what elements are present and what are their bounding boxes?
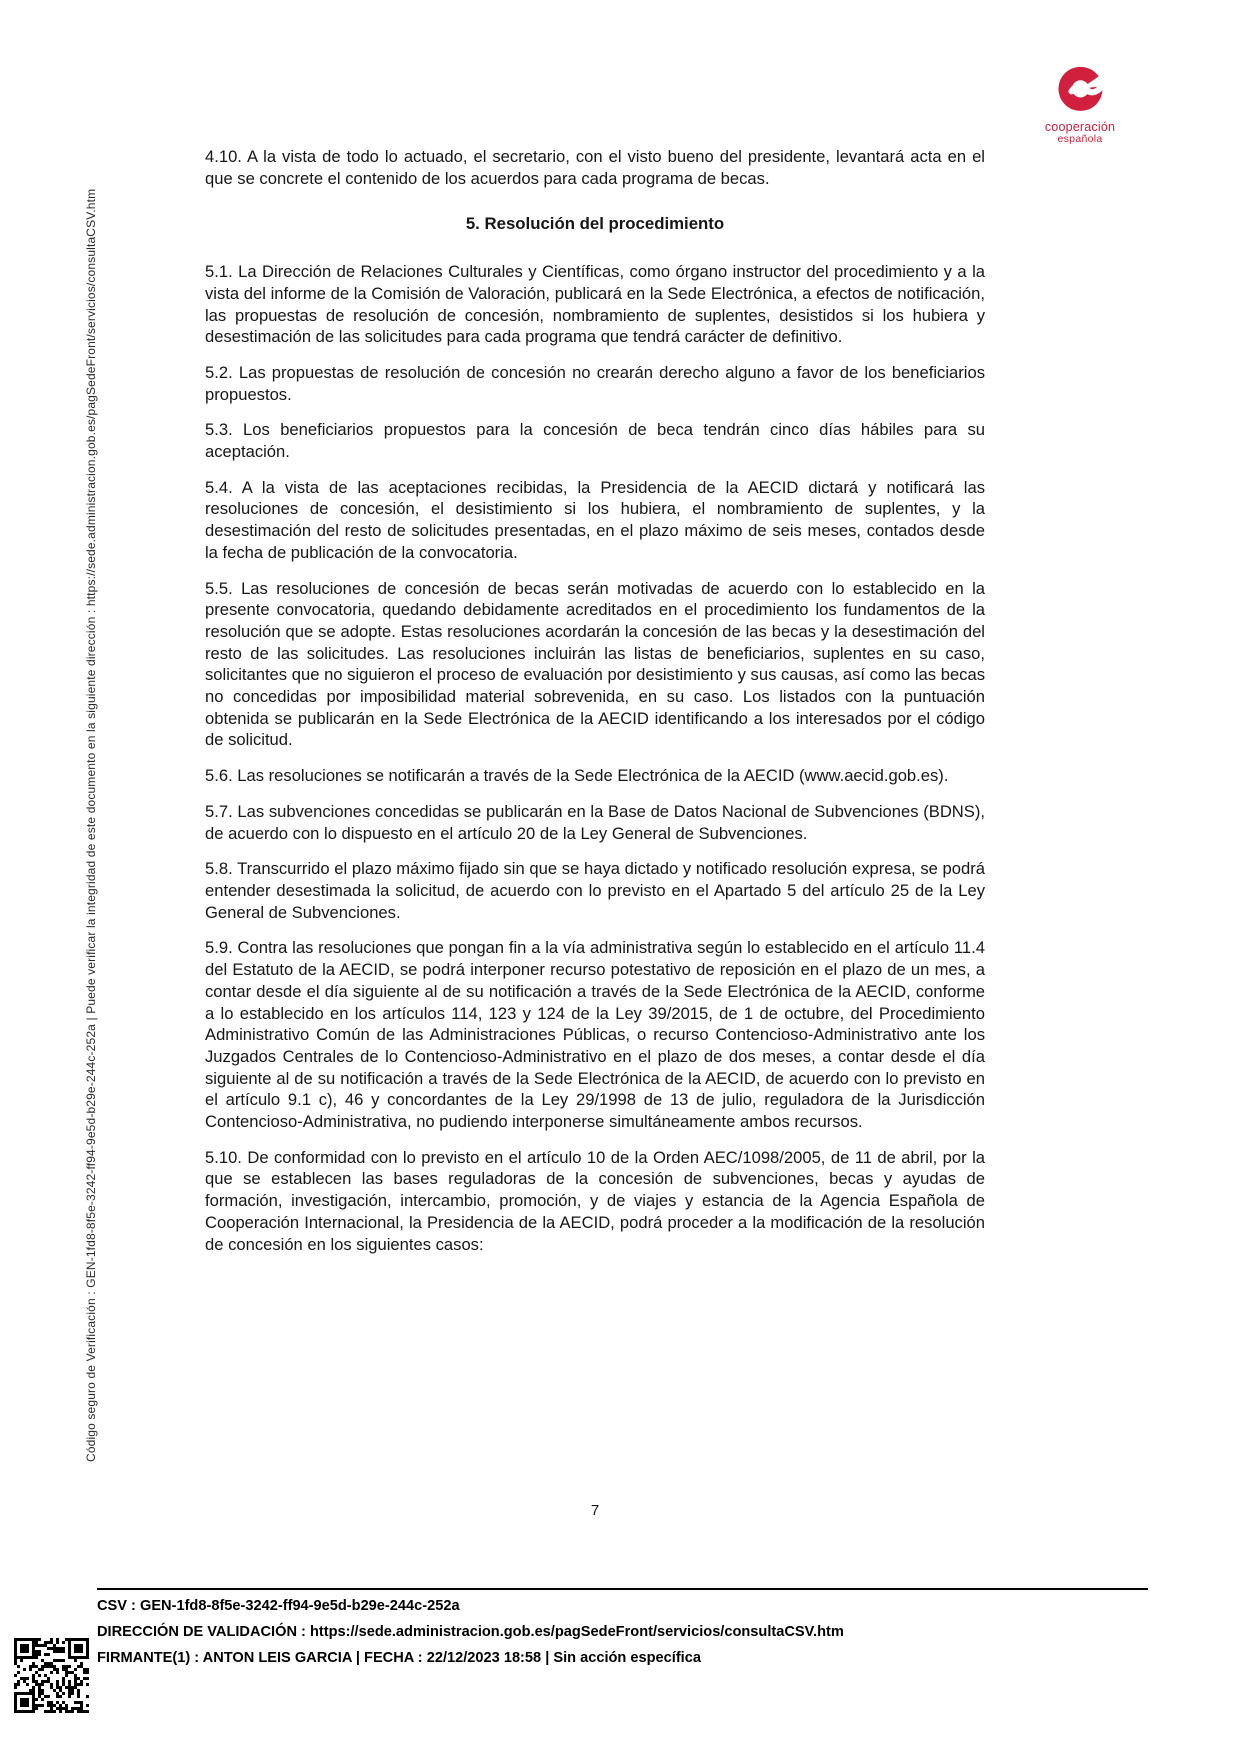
cooperacion-logo-icon [1056, 64, 1105, 117]
logo-text-line2: española [1057, 133, 1103, 146]
paragraph-5-6: 5.6. Las resoluciones se notificarán a través de la Sede Electrónica de la AECID (www.aecid.gob.es). [205, 766, 949, 786]
footer-csv-line: CSV : GEN-1fd8-8f5e-3242-ff94-9e5d-b29e-244c-252a [97, 1598, 460, 1614]
paragraph-5-5: 5.5. Las resoluciones de concesión de becas serán motivadas de acuerdo con lo establecido en la presente convocatoria, quedando debidamente acreditados en el procedimiento los fundamentos de la resolución que se adopte. Estas resoluciones acordarán la concesión de las becas y la desestimación del resto de las solicitudes. Las resoluciones incluirán las listas de beneficiarios, suplentes en su caso, solicitantes que no siguieron el proceso de evaluación por desistimiento y sus causas, así como las becas no concedidas por imposibilidad material sobrevenida, en su caso. Los listados con la puntuación obtenida se publicarán en la Sede Electrónica de la AECID identificando a los interesados por el código de solicitud. [205, 578, 985, 750]
footer-signer-line: FIRMANTE(1) : ANTON LEIS GARCIA | FECHA : 22/12/2023 18:58 | Sin acción específica [97, 1650, 701, 1666]
footer-divider [97, 1588, 1148, 1590]
paragraph-5-4: 5.4. A la vista de las aceptaciones recibidas, la Presidencia de la AECID dictará y notificará las resoluciones de concesión, el desistimiento si los hubiera, el nombramiento de suplentes, y la desestimación del resto de solicitudes presentadas, en el plazo máximo de seis meses, contados desde la fecha de publicación de la convocatoria. [205, 477, 985, 562]
footer-signature-block [97, 1598, 1157, 1676]
paragraph-5-10: 5.10. De conformidad con lo previsto en el artículo 10 de la Orden AEC/1098/2005, de 11 de abril, por la que se establecen las bases reguladoras de la concesión de subvenciones, becas y ayudas de formación, investigación, intercambio, promoción, y de viajes y estancia de la Agencia Española de Cooperación Internacional, la Presidencia de la AECID, podrá proceder a la modificación de la resolución de concesión en los siguientes casos: [205, 1147, 985, 1254]
paragraph-5-1: 5.1. La Dirección de Relaciones Culturales y Científicas, como órgano instructor del procedimiento y a la vista del informe de la Comisión de Valoración, publicará en la Sede Electrónica, a efectos de notificación, las propuestas de resolución de concesión, nombramiento de suplentes, desistidos si los hubiera y desestimación de las solicitudes para cada programa que tendrá carácter de definitivo. [205, 262, 985, 347]
paragraph-5-7: 5.7. Las subvenciones concedidas se publicarán en la Base de Datos Nacional de Subvenciones (BDNS), de acuerdo con lo dispuesto en el artículo 20 de la Ley General de Subvenciones. [205, 801, 985, 843]
footer-validation-line: DIRECCIÓN DE VALIDACIÓN : https://sede.administracion.gob.es/pagSedeFront/servicios/consultaCSV.htm [97, 1624, 844, 1640]
csv-vertical-security-text: Código seguro de Verificación : GEN-1fd8-8f5e-3242-ff94-9e5d-b29e-244c-252a | Puede verificar la integridad de este documento en la siguiente dirección : https://sede.administracion.gob.es/pagSedeFront/servicios/consultaCSV.htm [84, 188, 98, 1462]
page-number: 7 [590, 1502, 600, 1519]
document-body [205, 146, 985, 1269]
paragraph-5-9: 5.9. Contra las resoluciones que pongan fin a la vía administrativa según lo establecido en el artículo 11.4 del Estatuto de la AECID, se podrá interponer recurso potestativo de reposición en el plazo de un mes, a contar desde el día siguiente al de su notificación a través de la Sede Electrónica de la AECID, conforme a lo establecido en los artículos 114, 123 y 124 de la Ley 39/2015, de 1 de octubre, del Procedimiento Administrativo Común de las Administraciones Públicas, o recurso Contencioso-Administrativo ante los Juzgados Centrales de lo Contencioso-Administrativo en el plazo de dos meses, a contar desde el día siguiente al de su notificación a través de la Sede Electrónica de la AECID, de acuerdo con lo previsto en el artículo 9.1 c), 46 y concordantes de la Ley 29/1998 de 13 de julio, reguladora de la Jurisdicción Contencioso-Administrativa, no pudiendo interponerse simultáneamente ambos recursos. [205, 938, 985, 1132]
logo-text-line1: cooperación [1044, 120, 1116, 134]
paragraph-4-10: 4.10. A la vista de todo lo actuado, el secretario, con el visto bueno del presidente, levantará acta en el que se concrete el contenido de los acuerdos para cada programa de becas. [205, 147, 985, 188]
section-heading: 5. Resolución del procedimiento [465, 214, 725, 234]
paragraph-5-3: 5.3. Los beneficiarios propuestos para la concesión de beca tendrán cinco días hábiles para su aceptación. [205, 420, 985, 462]
cooperacion-espanola-logo [1032, 64, 1128, 145]
paragraph-5-2: 5.2. Las propuestas de resolución de concesión no crearán derecho alguno a favor de los beneficiarios propuestos. [205, 362, 985, 404]
paragraph-5-8: 5.8. Transcurrido el plazo máximo fijado sin que se haya dictado y notificado resolución expresa, se podrá entender desestimada la solicitud, de acuerdo con lo previsto en el Apartado 5 del artículo 25 de la Ley General de Subvenciones. [205, 859, 985, 922]
qr-code [14, 1638, 89, 1713]
